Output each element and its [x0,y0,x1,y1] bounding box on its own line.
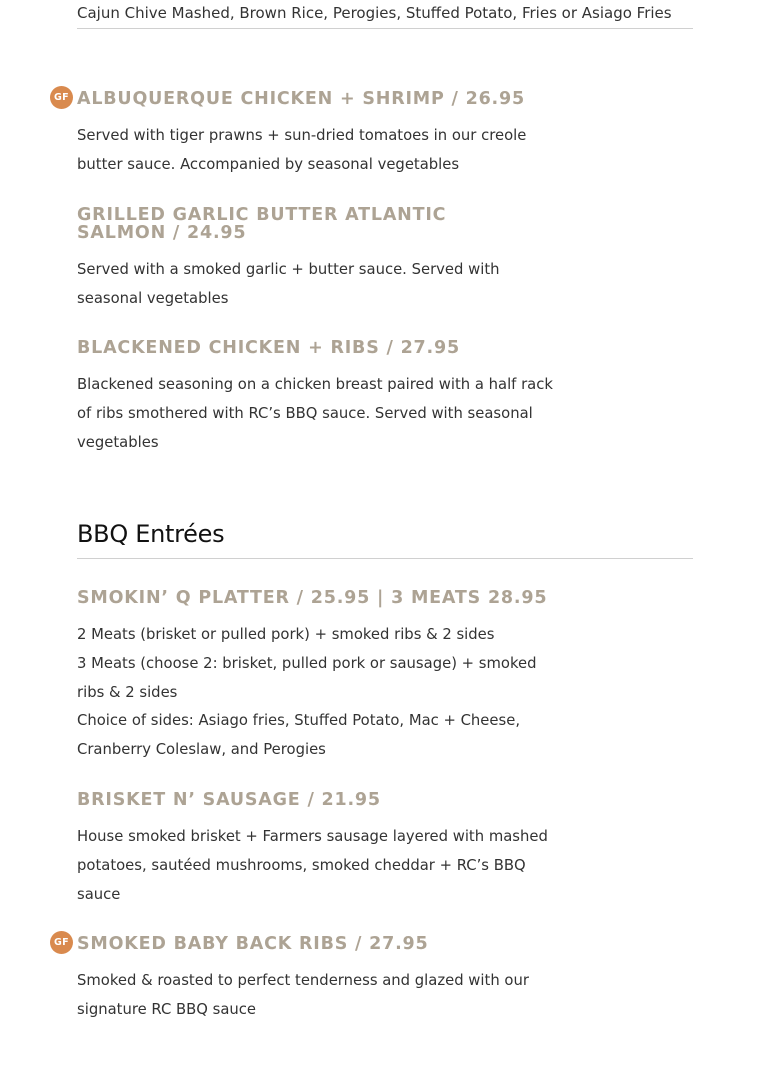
menu-item [77,589,567,765]
menu-item-title: ALBUQUERQUE CHICKEN + SHRIMP / 26.95 [77,89,525,109]
menu-item-text: 2 Meats (brisket or pulled pork) + smoked ribs & 2 sides [77,626,495,643]
menu-item-text: House smoked brisket + Farmers sausage layered with mashed potatoes, sautéed mushrooms, smoked cheddar + RC’s BBQ sauce [77,828,548,903]
gluten-free-badge: GF [50,86,73,109]
divider [77,28,693,29]
menu-item-text: Smoked & roasted to perfect tenderness and glazed with our signature RC BBQ sauce [77,972,529,1018]
menu-item-description [77,823,567,909]
menu-item [77,935,567,1025]
menu-item-title: BRISKET N’ SAUSAGE / 21.95 [77,790,381,810]
section-title: BBQ Entrées [77,520,225,548]
menu-item-title: SMOKED BABY BACK RIBS / 27.95 [77,934,429,954]
menu-item-text: Choice of sides: Asiago fries, Stuffed Potato, Mac + Cheese, Cranberry Coleslaw, and Perogies [77,712,521,759]
menu-item-text: 3 Meats (choose 2: brisket, pulled pork or sausage) + smoked ribs & 2 sides [77,654,537,701]
menu-item [77,206,542,314]
menu-item [77,90,567,180]
menu-item-text: Blackened seasoning on a chicken breast paired with a half rack of ribs smothered with RC’s BBQ sauce. Served with seasonal vegetables [77,376,553,451]
menu-item-description [77,256,542,314]
gluten-free-badge: GF [50,931,73,954]
menu-item [77,791,567,909]
menu-item-description [77,371,567,457]
menu-item-text: Served with tiger prawns + sun-dried tomatoes in our creole butter sauce. Accompanied by seasonal vegetables [77,127,527,173]
menu-item-description [77,122,567,180]
menu-item-title: SMOKIN’ Q PLATTER / 25.95 | 3 MEATS 28.95 [77,588,548,608]
sides-list: Cajun Chive Mashed, Brown Rice, Perogies, Stuffed Potato, Fries or Asiago Fries [77,4,672,22]
divider [77,558,693,559]
menu-item-title: GRILLED GARLIC BUTTER ATLANTIC SALMON / 24.95 [77,205,447,243]
menu-item-text: Served with a smoked garlic + butter sauce. Served with seasonal vegetables [77,261,500,307]
menu-item-description [77,967,567,1025]
menu-item-description [77,621,567,765]
menu-item [77,339,567,457]
menu-item-title: BLACKENED CHICKEN + RIBS / 27.95 [77,338,460,358]
